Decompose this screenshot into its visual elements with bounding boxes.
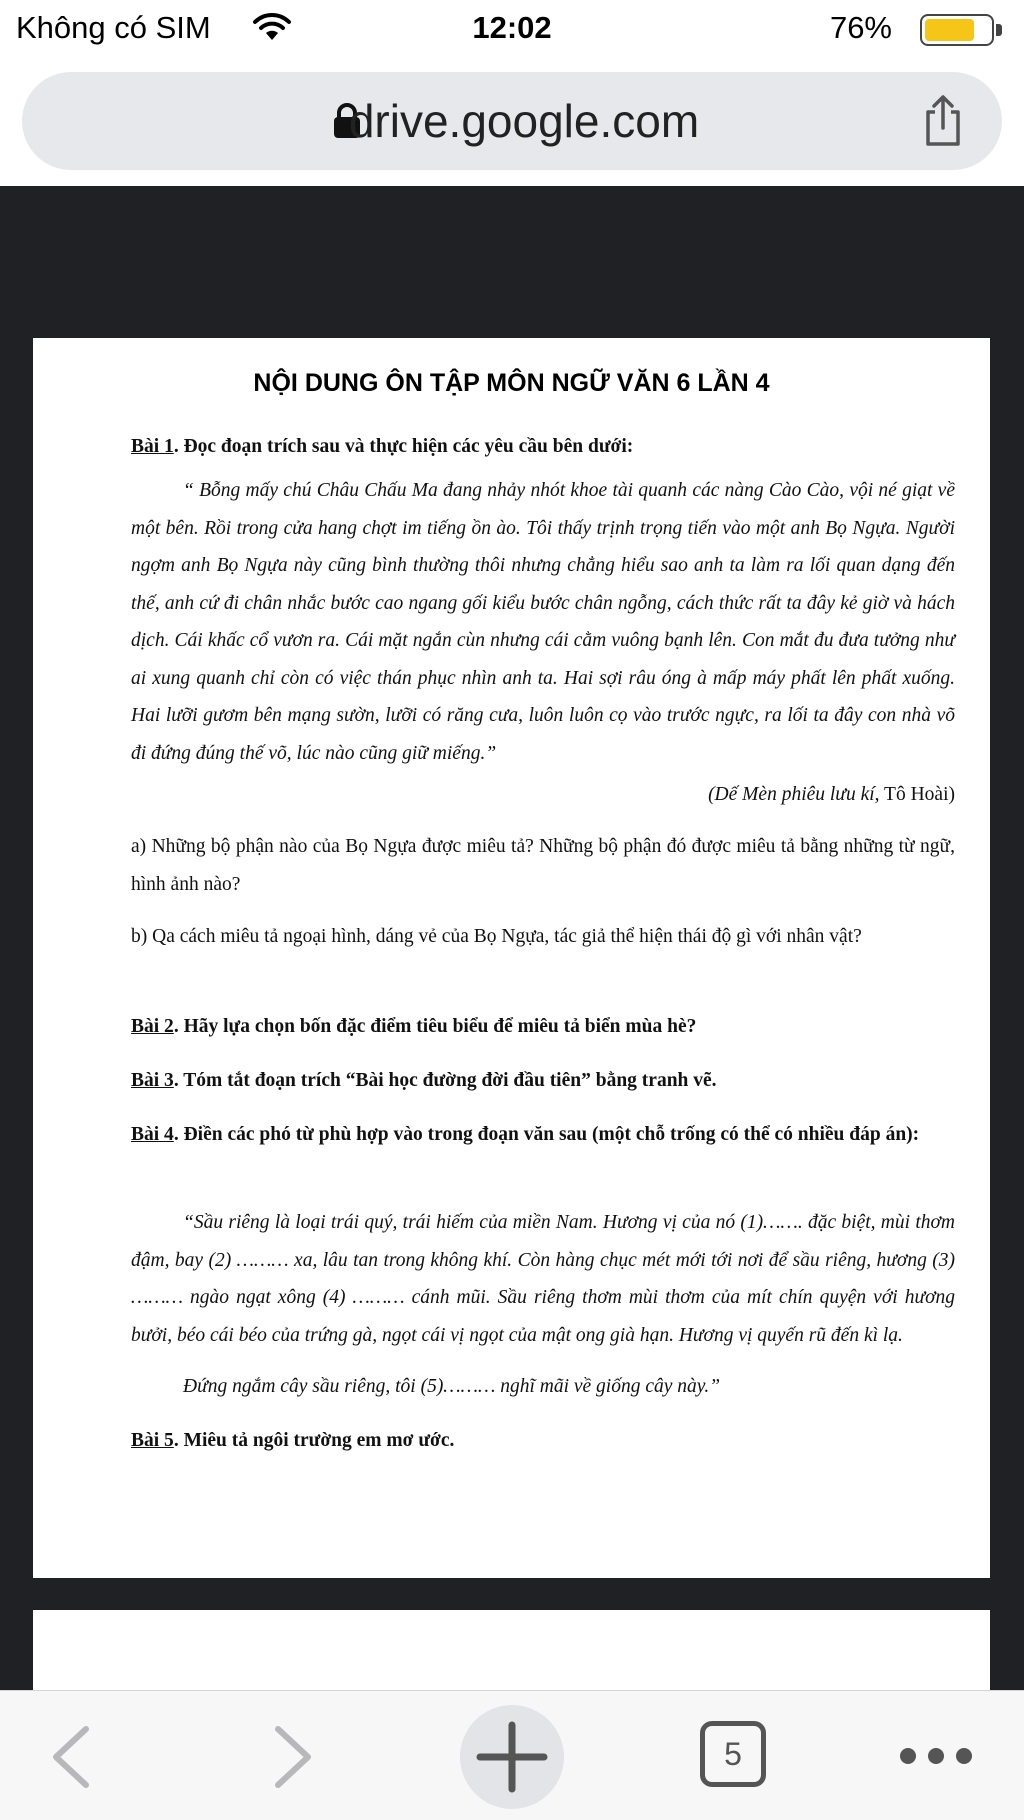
bai1-passage: “ Bỗng mấy chú Châu Chấu Ma đang nhảy nhót khoe tài quanh các nàng Cào Cào, vội né giạt về một bên. Rồi trong cửa hang chợt im tiếng ồn ào. Tôi thấy trịnh trọng tiến vào một anh Bọ Ngựa. Người ngợm anh Bọ Ngựa này cũng bình thường thôi nhưng chẳng hiểu sao anh ta làm ra lối quan dạng đến thế, anh cứ đi chân nhắc bước cao ngang gối kiểu bước chân ngỗng, cách thức rất ta đây kẻ giờ và hách dịch. Cái khấc cổ vươn ra. Cái mặt ngắn cùn nhưng cái cằm vuông bạnh lên. Con mắt đu đưa tưởng như ai xung quanh chỉ còn có việc thán phục nhìn anh ta. Hai sợi râu óng à mấp máy phất lên phất xuống. Hai lưỡi gươm bên mạng sườn, lưỡi có răng cưa, luôn luôn cọ vào trước ngực, ra lối ta đây con nhà võ đi đứng đúng thế võ, lúc nào cũng giữ miếng.” — [131, 480, 955, 764]
bai1-label: Bài 1 — [131, 436, 174, 457]
source-author: , Tô Hoài) — [874, 784, 955, 805]
bai2-label: Bài 2 — [131, 1016, 174, 1037]
new-tab-icon — [460, 1705, 564, 1809]
bai1-heading — [131, 428, 955, 466]
url-text[interactable]: drive.google.com — [348, 95, 700, 147]
clock: 12:02 — [472, 10, 552, 45]
document-title: NỘI DUNG ÔN TẬP MÔN NGỮ VĂN 6 LẦN 4 — [253, 369, 770, 397]
bai1-question-b: b) Qa cách miêu tả ngoại hình, dáng vẻ của Bọ Ngựa, tác giả thể hiện thái độ gì với nhân vật? — [131, 926, 862, 947]
address-bar[interactable] — [22, 72, 1002, 170]
bai4-text: . Điền các phó từ phù hợp vào trong đoạn văn sau (một chỗ trống có thể có nhiều đáp án): — [173, 1124, 920, 1145]
bai1-question-a: a) Những bộ phận nào của Bọ Ngựa được miêu tả? Những bộ phận đó được miêu tả bằng những từ ngữ, hình ảnh nào? — [131, 836, 955, 895]
bai3-text: . Tóm tắt đoạn trích “Bài học đường đời đầu tiên” bằng tranh vẽ. — [173, 1070, 717, 1091]
bai2 — [131, 1008, 955, 1046]
source-work: (Dế Mèn phiêu lưu kí — [708, 784, 875, 805]
bai1-text: . Đọc đoạn trích sau và thực hiện các yêu cầu bên dưới: — [173, 436, 634, 457]
bai3-label: Bài 3 — [131, 1070, 174, 1091]
new-tab-button[interactable] — [460, 1705, 564, 1809]
battery-tip — [996, 24, 1002, 36]
bai3 — [131, 1062, 955, 1100]
bai5-text: . Miêu tả ngôi trường em mơ ước. — [173, 1430, 455, 1451]
status-bar — [0, 0, 1024, 60]
battery-icon — [920, 14, 994, 46]
bai4-closing: Đứng ngắm cây sầu riêng, tôi (5)……… nghĩ mãi về giống cây này.” — [183, 1376, 721, 1397]
bai1-source — [131, 776, 955, 814]
document-page — [33, 338, 990, 1578]
more-icon[interactable] — [896, 1741, 976, 1771]
battery-level — [925, 19, 974, 41]
back-icon[interactable] — [48, 1725, 94, 1789]
carrier-label: Không có SIM — [16, 10, 211, 45]
bai4-passage: “Sầu riêng là loại trái quý, trái hiếm của miền Nam. Hương vị của nó (1)……. đặc biệt, mùi thơm đậm, bay (2) ……… xa, lâu tan trong không khí. Còn hàng chục mét mới tới nơi để sầu riêng, hương (3) ……… ngào ngạt xông (4) ……… cánh mũi. Sầu riêng thơm mùi thơm của mít chín quyện với hương bưởi, béo cái béo của trứng gà, ngọt cái vị ngọt của mật ong già hạn. Hương vị quyến rũ đến kì lạ. — [131, 1212, 955, 1346]
bai4-label: Bài 4 — [131, 1124, 174, 1145]
forward-icon[interactable] — [270, 1725, 316, 1789]
share-icon[interactable] — [920, 94, 966, 148]
bai4 — [131, 1116, 955, 1154]
bai5 — [131, 1422, 955, 1460]
tab-switcher-button[interactable]: 5 — [700, 1721, 766, 1787]
document-viewer[interactable] — [0, 186, 1024, 1690]
bottom-toolbar — [0, 1690, 1024, 1820]
bai2-text: . Hãy lựa chọn bốn đặc điểm tiêu biểu để miêu tả biển mùa hè? — [173, 1016, 697, 1037]
bai5-label: Bài 5 — [131, 1430, 174, 1451]
battery-percent: 76% — [829, 10, 892, 45]
